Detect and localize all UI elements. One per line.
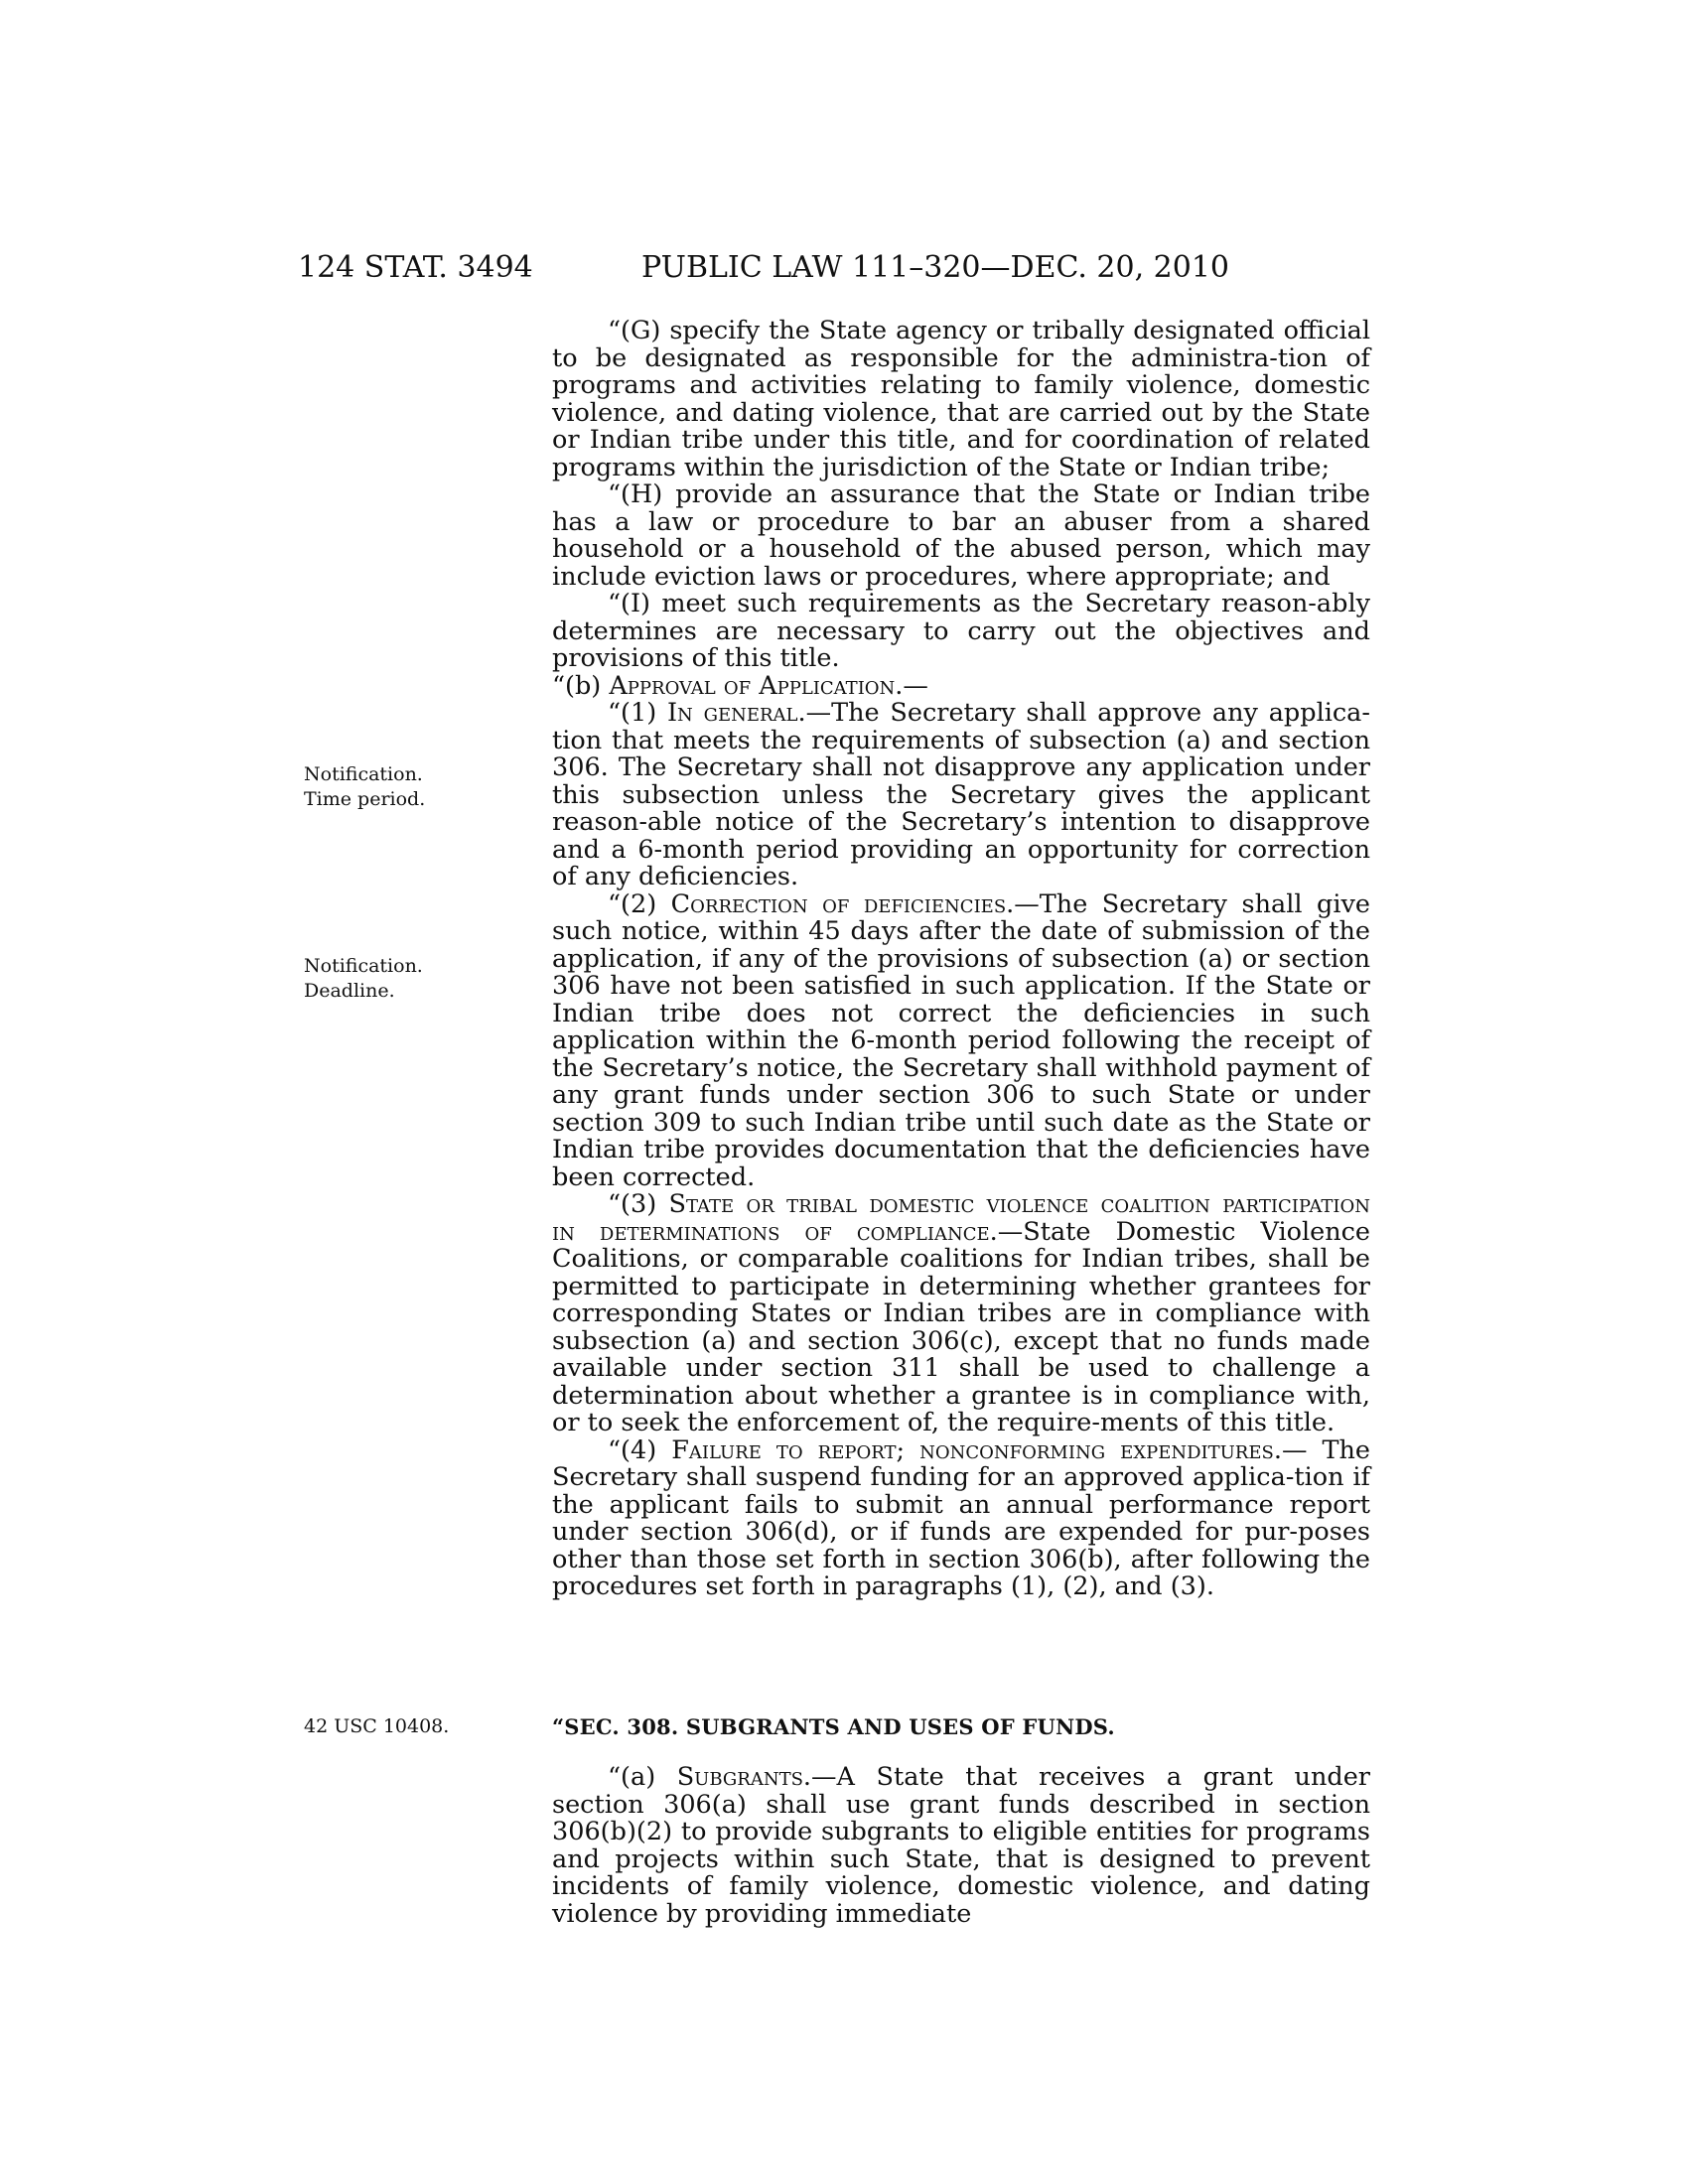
paragraph-4-text: — The Secretary shall suspend funding for an approved applica-tion if the applicant fails to submit an annual performance report under section 306(d), or if funds are expended for pur-poses other than those set forth in section 306(b), after following the procedures set forth in paragraphs (1), (2), and (3). <box>552 1434 1370 1601</box>
subsection-b-prefix: “(b) <box>552 670 610 701</box>
subparagraph-g: “(G) specify the State agency or tribally designated official to be designated as responsible for the administra-tion of programs and activities relating to family violence, domestic violence, and dating violence, that are carried out by the State or Indian tribe under this title, and for coordination of related programs within the jurisdiction of the State or Indian tribe; <box>552 316 1370 482</box>
subsection-b <box>552 670 1370 701</box>
law-title: PUBLIC LAW 111–320—DEC. 20, 2010 <box>641 250 1230 285</box>
paragraph-3-heading: State or tribal domestic violence coalition participation in determinations of compliance. <box>552 1189 1370 1247</box>
paragraph-1-text: —The Secretary shall approve any applica-tion that meets the requirements of subsection (a) and section 306. The Secretary shall not disapprove any application under this subsection unless the Secretary gives the applicant reason-able notice of the Secretary’s intention to disapprove and a 6-month period providing an opportunity for correction of any deficiencies. <box>552 698 1370 891</box>
section-body <box>552 1764 1370 1928</box>
subsection-a-heading: Subgrants. <box>676 1762 812 1792</box>
margin-note-notification-deadline <box>304 954 423 1004</box>
subparagraph-i: “(I) meet such requirements as the Secretary reason-ably determines are necessary to carry out the objectives and provisions of this title. <box>552 589 1370 673</box>
paragraph-1 <box>552 700 1370 891</box>
subsection-a-text: —A State that receives a grant under section 306(a) shall use grant funds described in section 306(b)(2) to provide subgrants to eligible entities for programs and projects within such State, that is designed to prevent incidents of family violence, domestic violence, and dating violence by providing immediate <box>552 1762 1370 1929</box>
paragraph-2-prefix: “(2) <box>608 888 671 919</box>
paragraph-3 <box>552 1191 1370 1437</box>
body-text <box>552 318 1370 1601</box>
paragraph-4-prefix: “(4) <box>608 1434 672 1465</box>
margin-note-usc <box>304 1714 449 1739</box>
margin-note-line: Deadline. <box>304 980 395 1002</box>
paragraph-3-text: —State Domestic Violence Coalitions, or comparable coalitions for Indian tribes, shall be permitted to participate in determining whether grantees for corresponding States or Indian tribes are in compliance with subsection (a) and section 306(c), except that no funds made available under section 311 shall be used to challenge a determination about whether a grantee is in compliance with, or to seek the enforcement of, the require-ments of this title. <box>552 1216 1370 1437</box>
section-heading: “SEC. 308. SUBGRANTS AND USES OF FUNDS. <box>552 1714 1115 1739</box>
paragraph-4 <box>552 1434 1370 1601</box>
paragraph-3-prefix: “(3) <box>608 1189 669 1219</box>
stat-citation: 124 STAT. 3494 <box>298 250 533 285</box>
subsection-a <box>552 1764 1370 1928</box>
paragraph-2-heading: Correction of deficiencies. <box>670 888 1015 919</box>
subsection-b-heading: Approval of Application.— <box>609 670 928 701</box>
margin-note-notification-time-period <box>304 762 425 812</box>
usc-citation: 42 USC 10408. <box>304 1715 450 1737</box>
margin-note-line: Time period. <box>304 788 426 810</box>
paragraph-2-text: —The Secretary shall give such notice, within 45 days after the date of submission of the application, if any of the provisions of subsection (a) or section 306 have not been satisfied in such application. If the State or Indian tribe does not correct the deficiencies in such application within the 6-month period following the receipt of the Secretary’s notice, the Secretary shall withhold payment of any grant funds under section 306 to such State or under section 309 to such Indian tribe until such date as the State or Indian tribe provides documentation that the deficiencies have been corrected. <box>552 888 1370 1192</box>
subsection-a-prefix: “(a) <box>608 1762 677 1792</box>
paragraph-4-heading: Failure to report; nonconforming expenditures. <box>671 1434 1282 1465</box>
subparagraph-h: “(H) provide an assurance that the State or Indian tribe has a law or procedure to bar an abuser from a shared household or a household of the abused person, which may include eviction laws or procedures, where appropriate; and <box>552 479 1370 592</box>
margin-note-line: Notification. <box>304 763 423 785</box>
paragraph-1-heading: In general. <box>666 698 806 728</box>
margin-note-line: Notification. <box>304 955 423 977</box>
paragraph-2 <box>552 888 1370 1192</box>
paragraph-1-prefix: “(1) <box>608 698 667 728</box>
page-header <box>0 250 1688 290</box>
